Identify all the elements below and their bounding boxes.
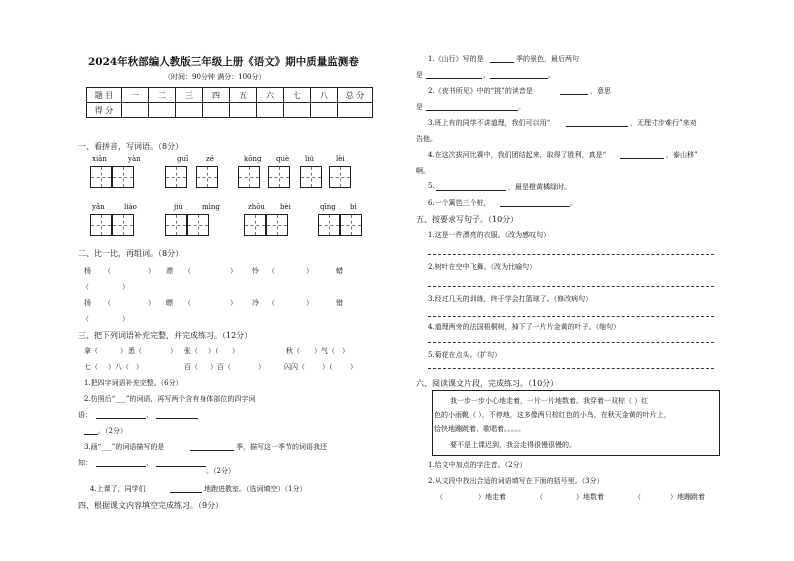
q1-heading: 一、看拼音，写词语。（8分）	[78, 142, 184, 151]
fill-question-2-b: ，意思	[590, 87, 611, 95]
score-cell[interactable]	[122, 103, 149, 118]
q5-heading: 五、按要求写句子。（10分）	[416, 215, 519, 224]
answer-line[interactable]	[156, 466, 206, 467]
rewrite-item: 2.树叶在空中飞舞。（改为比喻句）	[428, 263, 537, 271]
score-cell[interactable]	[311, 103, 338, 118]
q3-heading: 三、把下列词语补充完整，并完成练习。（12分）	[78, 331, 253, 340]
compare-char: 错	[336, 299, 343, 307]
compare-char: 瞟	[166, 299, 173, 307]
fill-question-4-b: ，泰山移”	[666, 151, 698, 159]
score-table	[86, 87, 373, 118]
idiom-blank: ）	[170, 347, 177, 355]
idiom-blank: 百（	[184, 363, 198, 371]
answer-line[interactable]	[428, 254, 714, 255]
fill-question-1-c: 是	[416, 71, 423, 79]
writing-grid-box[interactable]	[318, 214, 340, 236]
pinyin: zé	[206, 155, 214, 163]
writing-grid-box[interactable]	[266, 214, 288, 236]
pinyin: zhōu	[248, 203, 265, 211]
writing-grid-box[interactable]	[112, 166, 134, 188]
compare-char: 冷	[252, 299, 259, 307]
fill-question-1: 1.《山行》写的是	[428, 55, 484, 63]
q3-sub2-end: 。（2分）	[98, 427, 127, 435]
idiom-blank: ）	[258, 363, 265, 371]
compare-char: 扬	[84, 299, 91, 307]
writing-grid-box[interactable]	[112, 214, 134, 236]
fill-question-1-b: 季的景色，最后两句	[516, 55, 579, 63]
writing-grid-box[interactable]	[300, 166, 322, 188]
paren: ）	[122, 315, 129, 323]
separator: 、	[146, 459, 153, 467]
fill-question-1-d: ，	[483, 71, 490, 79]
pinyin: kōng	[244, 155, 262, 163]
writing-grid-box[interactable]	[268, 166, 290, 188]
q3-sub3-end: 。（2分）	[206, 467, 235, 475]
idiom-blank: ）	[120, 347, 127, 355]
fill-question-5-b: ，最是橙黄橘绿时。	[508, 183, 571, 191]
q3-sub2-cont: 语：	[78, 411, 92, 419]
q6-heading: 六、阅读课文片段，完成练习。（10分）	[416, 379, 559, 388]
q3-sub3: 3.画“___”的词语描写的是	[84, 443, 165, 451]
q6-blank-label: ）地数着	[576, 493, 604, 501]
paren: ）	[148, 299, 155, 307]
answer-line[interactable]	[500, 206, 570, 207]
answer-line[interactable]	[428, 368, 714, 369]
compare-char: 蜡	[336, 267, 343, 275]
q4-heading: 四、根据课文内容填空完成练习。（9分）	[78, 501, 224, 510]
fill-question-2: 2.《夜书所见》中的“挑”的读音是	[428, 87, 533, 95]
idiom-blank: 秋（	[286, 347, 300, 355]
q6-blank-label: ）地蹦跳着	[670, 493, 705, 501]
answer-line[interactable]	[426, 110, 518, 111]
compare-char: 漂	[166, 267, 173, 275]
q3-sub1: 1.把四字词语补充完整。（6分）	[84, 379, 183, 387]
idiom-blank: ）百（	[210, 363, 231, 371]
table-cell: 三	[176, 88, 203, 103]
paren: （	[82, 315, 89, 323]
answer-line[interactable]	[490, 62, 514, 63]
answer-line[interactable]	[190, 450, 234, 451]
answer-line[interactable]	[96, 466, 146, 467]
pinyin: bèi	[280, 203, 291, 211]
answer-line[interactable]	[620, 158, 664, 159]
idiom-blank: 七（	[84, 363, 98, 371]
idiom-blank: 张（	[184, 347, 198, 355]
compare-char: 怜	[252, 267, 259, 275]
idiom-blank: 闪闪（	[284, 363, 305, 371]
answer-line[interactable]	[560, 94, 588, 95]
fill-question-3-c: 告他。	[416, 135, 437, 143]
paren: （	[268, 267, 275, 275]
pinyin: yàn	[128, 155, 141, 163]
pinyin: xiān	[92, 155, 107, 163]
idiom-blank: 悉（	[128, 347, 142, 355]
score-cell[interactable]	[149, 103, 176, 118]
idiom-blank: ）气（	[314, 347, 335, 355]
answer-line[interactable]	[436, 190, 506, 191]
rewrite-item: 4.道理两旁的法国梧桐树，掉下了一片片金黄的叶子。（缩句）	[428, 323, 621, 331]
idiom-blank: 拿（	[84, 347, 98, 355]
writing-grid-box[interactable]	[165, 214, 187, 236]
idiom-blank: ）	[232, 347, 239, 355]
paren: ）	[306, 299, 313, 307]
fill-question-5: 5.	[428, 182, 435, 190]
fill-question-2-d: 。	[518, 103, 525, 111]
idiom-blank: ）	[136, 363, 143, 371]
q3-sub3-cont: 知：	[78, 459, 92, 467]
writing-grid-box[interactable]	[90, 214, 112, 236]
separator: 、	[146, 411, 153, 419]
pinyin: liú	[305, 155, 314, 163]
page-subtitle: （时间：90分钟 满分：100分）	[164, 73, 266, 81]
paren: （	[268, 299, 275, 307]
answer-line[interactable]	[428, 342, 714, 343]
table-cell: 四	[203, 88, 230, 103]
table-cell: 六	[257, 88, 284, 103]
q6-sub2: 2.从文段中找出合适的词语填写在下面的括号里。（3分）	[428, 477, 604, 485]
fill-question-4-c: 啊。	[416, 167, 430, 175]
writing-grid-box[interactable]	[238, 166, 260, 188]
q2-heading: 二、比一比，再组词。（8分）	[78, 249, 184, 258]
table-cell: 二	[149, 88, 176, 103]
idiom-blank: ）（	[322, 363, 333, 371]
paren: （	[184, 299, 191, 307]
score-cell[interactable]	[203, 103, 230, 118]
answer-line[interactable]	[566, 126, 628, 127]
answer-line[interactable]	[428, 316, 714, 317]
answer-line[interactable]	[490, 78, 548, 79]
q6-sub1: 1.给文中加点的字注音。（2分）	[428, 461, 527, 469]
paren: （	[634, 493, 641, 501]
score-cell[interactable]	[338, 103, 373, 118]
fill-question-6: 6.一个篱笆三个桩，	[428, 199, 491, 207]
paren: ）	[122, 283, 129, 291]
table-cell: 总 分	[338, 88, 373, 103]
fill-question-3-b: ，无理寸步难行”来劝	[630, 119, 697, 127]
answer-line[interactable]	[428, 286, 714, 287]
passage-line: 色的小雨靴（ ），不停地，这多像两只棕红色的小鸟，在秋天金黄的叶片上，	[434, 411, 671, 419]
compare-char: 杨	[84, 267, 91, 275]
paren: ）	[148, 267, 155, 275]
rewrite-item: 3.经过几天的训练，终于学会打篮球了。（修改病句）	[428, 295, 593, 303]
q3-sub4-a: 4.上课了，同学们	[90, 485, 146, 493]
fill-question-4: 4.在这次拔河比赛中，我们团结起来，取得了胜利，真是“	[428, 151, 607, 159]
writing-grid-box[interactable]	[187, 214, 209, 236]
answer-line[interactable]	[170, 492, 202, 493]
pinyin: bì	[350, 203, 357, 211]
paren: （	[104, 267, 111, 275]
fill-question-1-e: 。	[548, 71, 555, 79]
fill-question-6-b: 。	[570, 199, 577, 207]
answer-line[interactable]	[156, 418, 198, 419]
paren: （	[104, 299, 111, 307]
rewrite-item: 5.菊花在点头。（扩句）	[428, 351, 502, 359]
answer-line[interactable]	[426, 78, 482, 79]
idiom-blank: ）	[342, 347, 349, 355]
score-cell[interactable]	[284, 103, 311, 118]
pinyin: yǎn	[92, 203, 105, 211]
passage-line: 恰快地蹦跳着、歌唱着。。。。。	[434, 425, 525, 433]
writing-grid-box[interactable]	[244, 214, 266, 236]
paren: （	[536, 493, 543, 501]
score-cell[interactable]	[257, 103, 284, 118]
score-table-score-row	[87, 103, 373, 118]
paren: （	[184, 267, 191, 275]
answer-line[interactable]	[84, 434, 98, 435]
q3-sub4-b: 地跑进教室。（选词填空）（1分）	[204, 485, 307, 493]
table-cell: 七	[284, 88, 311, 103]
table-cell: 五	[230, 88, 257, 103]
q6-blank-label: ）地走着	[478, 493, 506, 501]
pinyin: mìng	[202, 203, 220, 211]
score-table-header-row	[87, 88, 373, 103]
idiom-blank: ）八（	[108, 363, 129, 371]
paren: ）	[230, 299, 237, 307]
pinyin: jiù	[174, 203, 183, 211]
writing-grid-box[interactable]	[165, 166, 187, 188]
passage-line: 要不是上课迟到，我会走得很慢很慢的。	[450, 441, 576, 449]
paren: （	[436, 493, 443, 501]
fill-question-2-c: 是	[416, 103, 423, 111]
table-cell: 一	[122, 88, 149, 103]
idiom-blank: ）	[350, 363, 357, 371]
writing-grid-box[interactable]	[196, 166, 218, 188]
idiom-blank: ）（	[208, 347, 219, 355]
pinyin: lèi	[336, 155, 345, 163]
paren: ）	[306, 267, 313, 275]
writing-grid-box[interactable]	[90, 166, 112, 188]
q3-sub3-mid: 季，描写这一季节的词语我还	[236, 443, 327, 451]
pinyin: qīng	[320, 203, 336, 211]
pinyin: guī	[177, 155, 189, 163]
table-cell: 得 分	[87, 103, 122, 118]
table-cell: 题 目	[87, 88, 122, 103]
paren: （	[82, 283, 89, 291]
passage-line: 我一步一步小心地走着，一片一片地数着。我穿着一双棕（ ）红	[450, 397, 649, 405]
fill-question-3: 3.班上有的同学不讲道理，我们可以用“	[428, 119, 551, 127]
page-title: 2024年秋部编人教版三年级上册《语文》期中质量监测卷	[88, 56, 359, 68]
pinyin: liào	[124, 203, 137, 211]
q3-sub2: 2.仿照后“___”的词语，再写两个含有身体部位的四字词	[84, 395, 256, 403]
answer-line[interactable]	[96, 418, 146, 419]
table-cell: 八	[311, 88, 338, 103]
score-cell[interactable]	[230, 103, 257, 118]
rewrite-item: 1.这是一件漂亮的衣服。（改为感叹句）	[428, 231, 551, 239]
writing-grid-box[interactable]	[329, 166, 351, 188]
score-cell[interactable]	[176, 103, 203, 118]
writing-grid-box[interactable]	[340, 214, 362, 236]
pinyin: què	[276, 155, 290, 163]
paren: ）	[230, 267, 237, 275]
